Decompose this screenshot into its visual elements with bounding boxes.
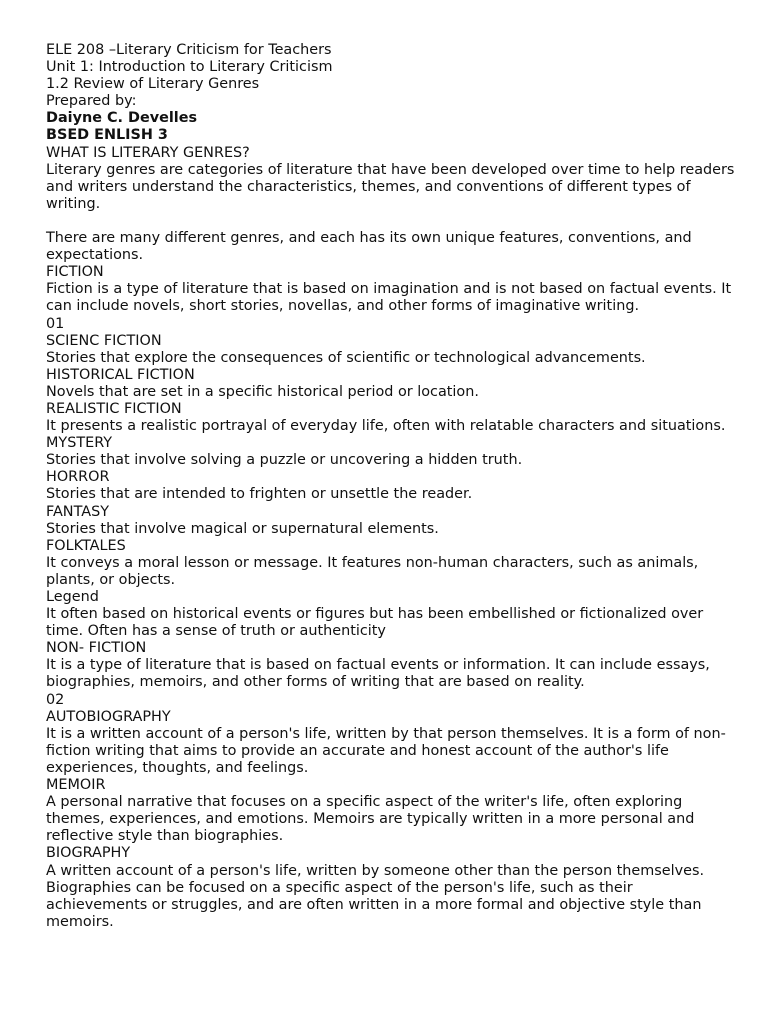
subgenre-heading: FANTASY [46, 503, 110, 520]
subgenre-description: A written account of a person's life, written by someone other than the person themselves. Biographies can be focused on a specific aspect of the person's life, such as their achievements or struggles, and are often written in a more formal and objective style than memoirs. [46, 862, 709, 930]
nonfiction-number: 02 [46, 691, 65, 708]
subgenre-heading: AUTOBIOGRAPHY [46, 708, 171, 725]
subgenre-description: It often based on historical events or figures but has been embellished or fictionalized over time. Often has a sense of truth or authenticity [46, 606, 708, 640]
subgenre-description: Stories that involve magical or supernatural elements. [46, 520, 439, 537]
nonfiction-description: It is a type of literature that is based on factual events or information. It can include essays, biographies, memoirs, and other forms of writing that are based on reality. [46, 657, 715, 691]
subgenre-heading: Legend [46, 589, 99, 605]
fiction-number: 01 [46, 315, 65, 332]
nonfiction-heading: NON- FICTION [46, 640, 147, 657]
intro-note: There are many different genres, and each has its own unique features, conventions, and expectations. [46, 230, 697, 264]
subgenre-heading: BIOGRAPHY [46, 845, 131, 862]
subgenre-heading: SCIENC FICTION [46, 332, 162, 349]
author-name: Daiyne C. Develles [46, 110, 198, 127]
subgenre-description: It presents a realistic portrayal of everyday life, often with relatable characters and situations. [46, 418, 726, 435]
unit-title: Unit 1: Introduction to Literary Criticism [46, 59, 333, 76]
intro-question: WHAT IS LITERARY GENRES? [46, 144, 250, 161]
subgenre-description: It is a written account of a person's life, written by that person themselves. It is a form of non-fiction writing that aims to provide an accurate and honest account of the author's life experiences, thoughts, and feelings. [46, 725, 726, 776]
subgenre-heading: HORROR [46, 469, 110, 486]
subgenre-heading: HISTORICAL FICTION [46, 366, 195, 383]
subgenre-heading: MYSTERY [46, 435, 113, 452]
document-page [46, 42, 739, 931]
subgenre-description: It conveys a moral lesson or message. It features non-human characters, such as animals, plants, or objects. [46, 554, 703, 588]
subgenre-description: Novels that are set in a specific historical period or location. [46, 383, 479, 400]
subgenre-description: A personal narrative that focuses on a specific aspect of the writer's life, often exploring themes, experiences, and emotions. Memoirs are typically written in a more personal and reflective style than biographies. [46, 794, 699, 845]
subgenre-description: Stories that involve solving a puzzle or uncovering a hidden truth. [46, 452, 523, 469]
subgenre-heading: MEMOIR [46, 777, 106, 794]
course-title: ELE 208 –Literary Criticism for Teachers [46, 42, 332, 58]
fiction-description: Fiction is a type of literature that is based on imagination and is not based on factual events. It can include novels, short stories, novellas, and other forms of imaginative writing. [46, 281, 736, 315]
program-name: BSED ENLISH 3 [46, 127, 168, 144]
intro-definition: Literary genres are categories of literature that have been developed over time to help readers and writers understand the characteristics, themes, and conventions of different types of writing. [46, 161, 739, 212]
fiction-heading: FICTION [46, 264, 104, 281]
prepared-by-label: Prepared by: [46, 93, 137, 110]
lesson-title: 1.2 Review of Literary Genres [46, 76, 260, 93]
paragraph-gap [46, 213, 736, 230]
subgenre-description: Stories that explore the consequences of scientific or technological advancements. [46, 349, 646, 366]
subgenre-description: Stories that are intended to frighten or unsettle the reader. [46, 486, 473, 503]
subgenre-heading: REALISTIC FICTION [46, 400, 182, 417]
subgenre-heading: FOLKTALES [46, 537, 126, 554]
